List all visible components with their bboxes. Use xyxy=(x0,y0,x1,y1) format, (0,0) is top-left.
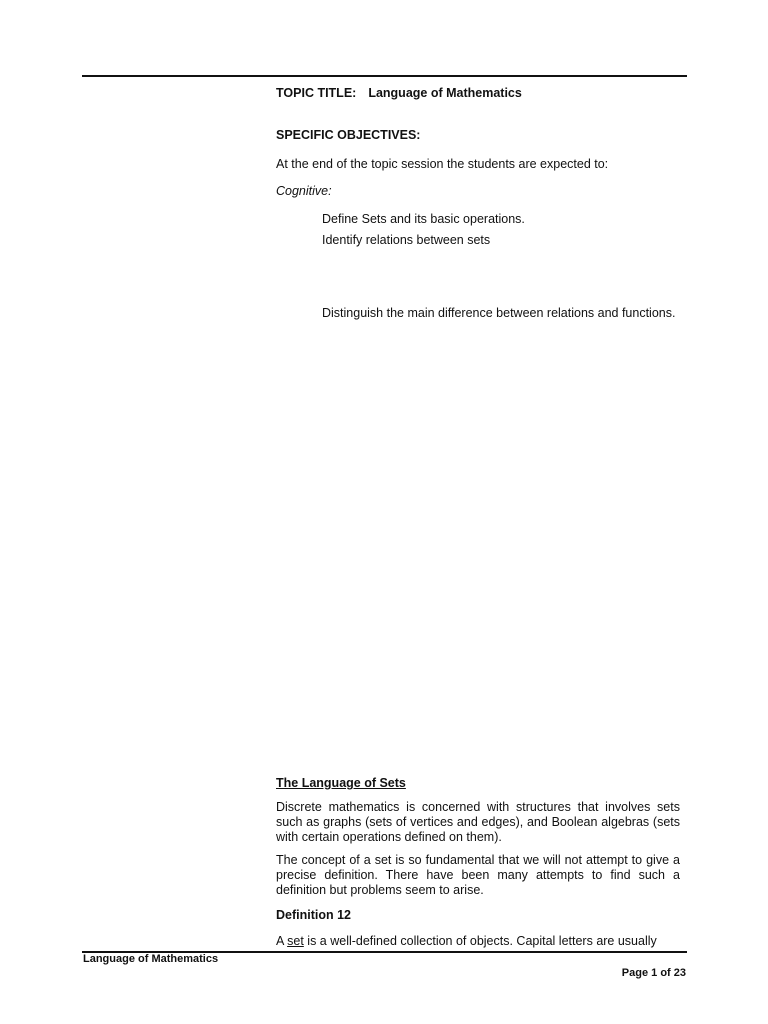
objective-item: Distinguish the main difference between relations and functions. xyxy=(322,306,676,320)
section-paragraph: Discrete mathematics is concerned with structures that involves sets such as graphs (sets of vertices and edges), and Boolean algebras (sets with certain operations defined on them). xyxy=(276,800,680,844)
definition-prefix: A xyxy=(276,934,288,948)
objectives-heading: SPECIFIC OBJECTIVES: xyxy=(276,128,421,142)
definition-heading: Definition 12 xyxy=(276,908,352,922)
topic-title xyxy=(276,86,680,101)
objectives-intro: At the end of the topic session the students are expected to: xyxy=(276,157,609,171)
section-heading: The Language of Sets xyxy=(276,776,406,790)
topic-title-text: Language of Mathematics xyxy=(368,86,522,100)
definition-text xyxy=(276,934,680,949)
definition-body: is a well-defined collection of objects. Capital letters are usually xyxy=(303,934,657,948)
page-number: Page 1 of 23 xyxy=(621,967,686,979)
header-rule xyxy=(82,75,687,77)
section-paragraph: The concept of a set is so fundamental that we will not attempt to give a precise definition. There have been many attempts to find such a definition but problems seem to arise. xyxy=(276,853,680,897)
cognitive-label: Cognitive: xyxy=(276,184,332,198)
definition-term: set xyxy=(287,934,304,948)
objective-item: Identify relations between sets xyxy=(322,233,491,247)
objective-item: Define Sets and its basic operations. xyxy=(322,212,525,226)
footer-title: Language of Mathematics xyxy=(83,953,219,965)
topic-title-label: TOPIC TITLE: xyxy=(276,86,357,100)
